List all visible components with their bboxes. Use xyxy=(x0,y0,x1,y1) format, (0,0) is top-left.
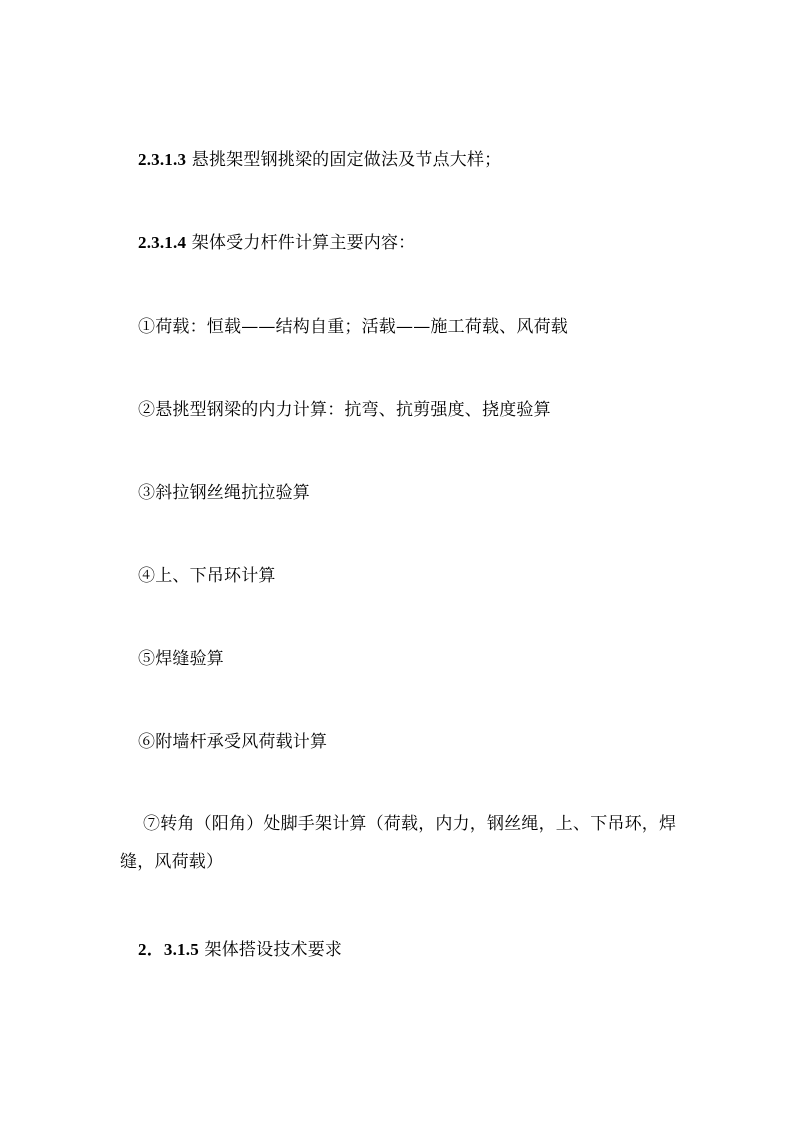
list-item-weld xyxy=(138,649,224,669)
list-item-corner-scaffold xyxy=(120,805,680,881)
paragraph-text: ⑦转角（阳角）处脚手架计算（荷载，内力，钢丝绳，上、下吊环，焊缝，风荷载） xyxy=(120,814,677,872)
section-number: 2.3.1.4 xyxy=(138,233,187,252)
list-item-load xyxy=(138,317,568,337)
paragraph-2-3-1-3 xyxy=(138,150,501,170)
paragraph-2-3-1-4 xyxy=(138,233,415,253)
paragraph-text: 架体搭设技术要求 xyxy=(204,940,343,960)
paragraph-text: ②悬挑型钢梁的内力计算：抗弯、抗剪强度、挠度验算 xyxy=(138,400,551,420)
paragraph-text: ③斜拉钢丝绳抗拉验算 xyxy=(138,483,310,503)
paragraph-text: ④上、下吊环计算 xyxy=(138,566,276,586)
paragraph-text: ⑤焊缝验算 xyxy=(138,649,224,669)
list-item-lifting-ring xyxy=(138,566,276,586)
paragraph-text: 架体受力杆件计算主要内容： xyxy=(191,233,416,253)
paragraph-2-3-1-5 xyxy=(138,940,342,960)
section-number: 2.3.1.3 xyxy=(138,150,187,169)
paragraph-text: 悬挑架型钢挑梁的固定做法及节点大样； xyxy=(191,150,502,170)
list-item-wall-rod xyxy=(138,732,327,752)
section-number: 2．3.1.5 xyxy=(138,940,199,959)
paragraph-text: ⑥附墙杆承受风荷载计算 xyxy=(138,732,328,752)
list-item-wire-rope xyxy=(138,483,310,503)
list-item-beam-force xyxy=(138,400,551,420)
paragraph-text: ①荷载：恒载——结构自重；活载——施工荷载、风荷载 xyxy=(138,317,568,337)
